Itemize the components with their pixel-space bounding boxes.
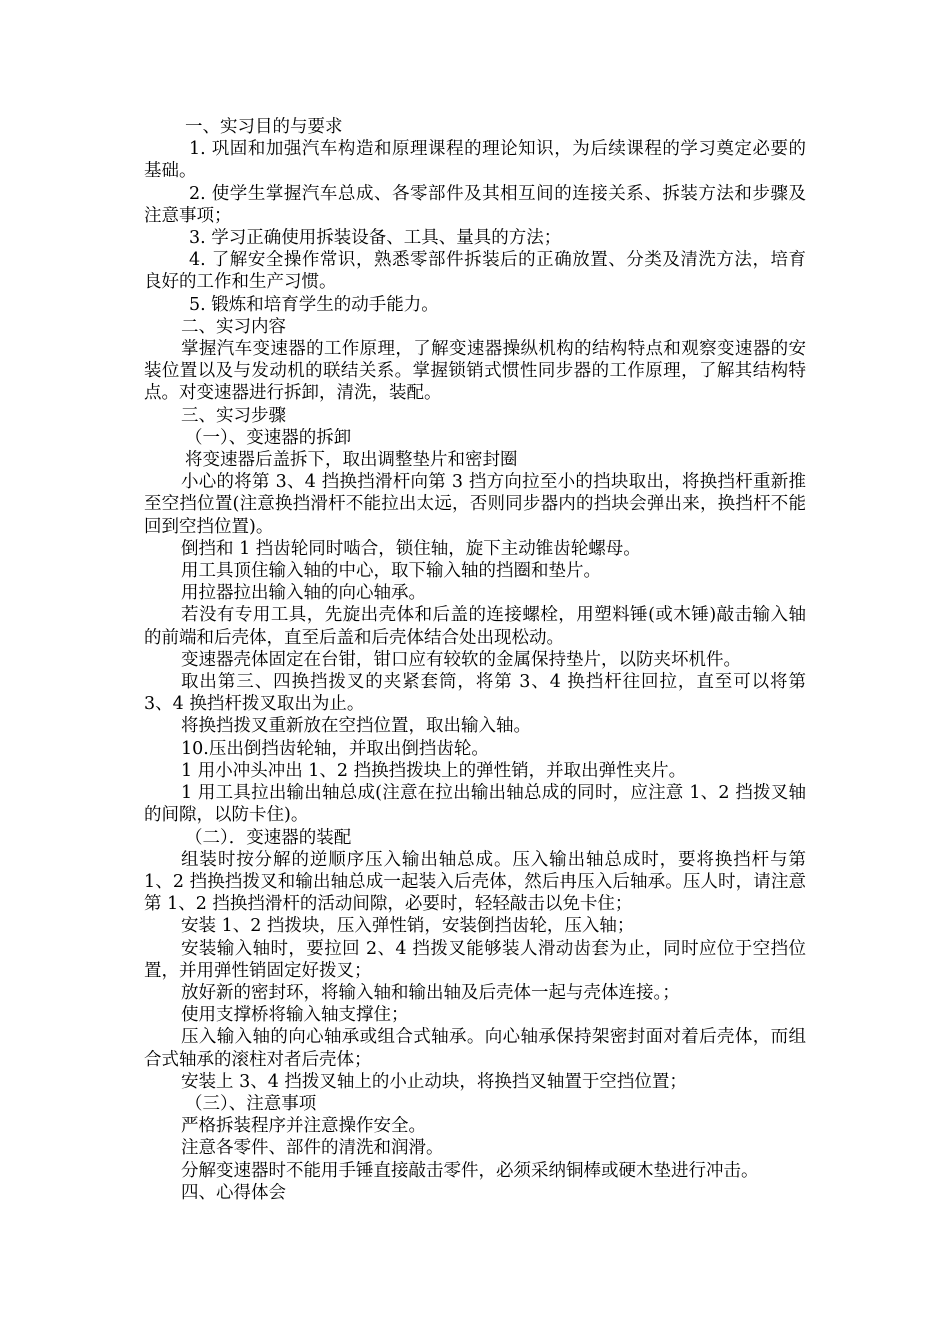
paragraph: 三、实习步骤 — [181, 405, 286, 426]
paragraph: 1 用小冲头冲出 1、2 挡换挡拨块上的弹性销，并取出弹性夹片。 — [181, 760, 687, 781]
paragraph: 放好新的密封环，将输入轴和输出轴及后壳体一起与壳体连接。； — [181, 982, 680, 1003]
paragraph: 3. 学习正确使用拆装设备、工具、量具的方法； — [189, 228, 562, 249]
paragraph: 分解变速器时不能用手锤直接敲击零件，必须采纳铜棒或硬木垫进行冲击。 — [181, 1160, 759, 1181]
paragraph: 安装 1、2 挡拨块，压入弹性销，安装倒挡齿轮，压入轴； — [181, 916, 635, 937]
paragraph: 掌握汽车变速器的工作原理，了解变速器操纵机构的结构特点和观察变速器的安装位置以及与发动机的联结关系。掌握锁销式惯性同步器的工作原理，了解其结构特点。对变速器进行拆卸，清洗，装配。 — [144, 339, 806, 404]
paragraph: 用工具顶住输入轴的中心，取下输入轴的挡圈和垫片。 — [181, 561, 601, 582]
paragraph: 使用支撑桥将输入轴支撑住； — [181, 1005, 409, 1026]
paragraph: 倒挡和 1 挡齿轮同时啮合，锁住轴，旋下主动锥齿轮螺母。 — [181, 538, 641, 559]
paragraph: 一、实习目的与要求 — [185, 117, 343, 137]
paragraph: 四、心得体会 — [181, 1182, 286, 1203]
paragraph: （二）．变速器的装配 — [185, 827, 352, 848]
paragraph: 10.压出倒挡齿轮轴，并取出倒挡齿轮。 — [181, 738, 489, 759]
paragraph: 5. 锻炼和培育学生的动手能力。 — [189, 294, 439, 315]
paragraph: 严格拆装程序并注意操作安全。 — [181, 1116, 426, 1137]
paragraph: 变速器壳体固定在台钳，钳口应有较软的金属保持垫片，以防夹坏机件。 — [181, 649, 741, 670]
paragraph: 压入输入轴的向心轴承或组合式轴承。向心轴承保持架密封面对着后壳体，而组合式轴承的滚柱对者后壳体； — [144, 1027, 806, 1070]
paragraph: 二、实习内容 — [181, 316, 286, 337]
paragraph: （一）、变速器的拆卸 — [185, 427, 352, 448]
paragraph: 小心的将第 3、4 挡换挡滑杆向第 3 挡方向拉至小的挡块取出，将换挡杆重新推至空挡位置(注意换挡滑杆不能拉出太远，否则同步器内的挡块会弹出来，换挡杆不能回到空挡位置)。 — [144, 472, 806, 537]
paragraph: （三）、注意事项 — [185, 1093, 317, 1114]
document-body — [144, 116, 806, 1204]
paragraph: 将换挡拨叉重新放在空挡位置，取出输入轴。 — [181, 716, 531, 737]
paragraph: 1. 巩固和加强汽车构造和原理课程的理论知识，为后续课程的学习奠定必要的基础。 — [144, 139, 806, 182]
paragraph: 4. 了解安全操作常识，熟悉零部件拆装后的正确放置、分类及清洗方法，培育良好的工作和生产习惯。 — [144, 250, 806, 293]
paragraph: 若没有专用工具，先旋出壳体和后盖的连接螺栓，用塑料锤(或木锤)敲击输入轴的前端和后壳体，直至后盖和后壳体结合处出现松动。 — [144, 605, 806, 648]
paragraph: 组装时按分解的逆顺序压入输出轴总成。压入输出轴总成时，要将换挡杆与第 1、2 挡换挡拨叉和输出轴总成一起装入后壳体，然后冉压入后轴承。压人时，请注意第 1、2 挡换挡滑杆的活动间隙，必要时，轻轻敲击以免卡住； — [144, 849, 806, 915]
paragraph: 1 用工具拉出输出轴总成(注意在拉出输出轴总成的同时，应注意 1、2 挡拨叉轴的间隙，以防卡住)。 — [144, 783, 806, 826]
paragraph: 取出第三、四换挡拨叉的夹紧套筒，将第 3、4 换挡杆往回拉，直至可以将第 3、4 换挡杆拨叉取出为止。 — [144, 672, 806, 715]
paragraph: 用拉器拉出输入轴的向心轴承。 — [181, 583, 426, 604]
paragraph: 注意各零件、部件的清洗和润滑。 — [181, 1138, 444, 1159]
paragraph: 2. 使学生掌握汽车总成、各零部件及其相互间的连接关系、拆装方法和步骤及注意事项； — [144, 183, 806, 226]
paragraph: 安装上 3、4 挡拨叉轴上的小止动块，将换挡叉轴置于空挡位置； — [181, 1071, 687, 1092]
paragraph: 安装输入轴时，要拉回 2、4 挡拨叉能够装人滑动齿套为止，同时应位于空挡位置，并用弹性销固定好拨叉； — [144, 938, 806, 981]
paragraph: 将变速器后盖拆下，取出调整垫片和密封圈 — [185, 450, 518, 471]
